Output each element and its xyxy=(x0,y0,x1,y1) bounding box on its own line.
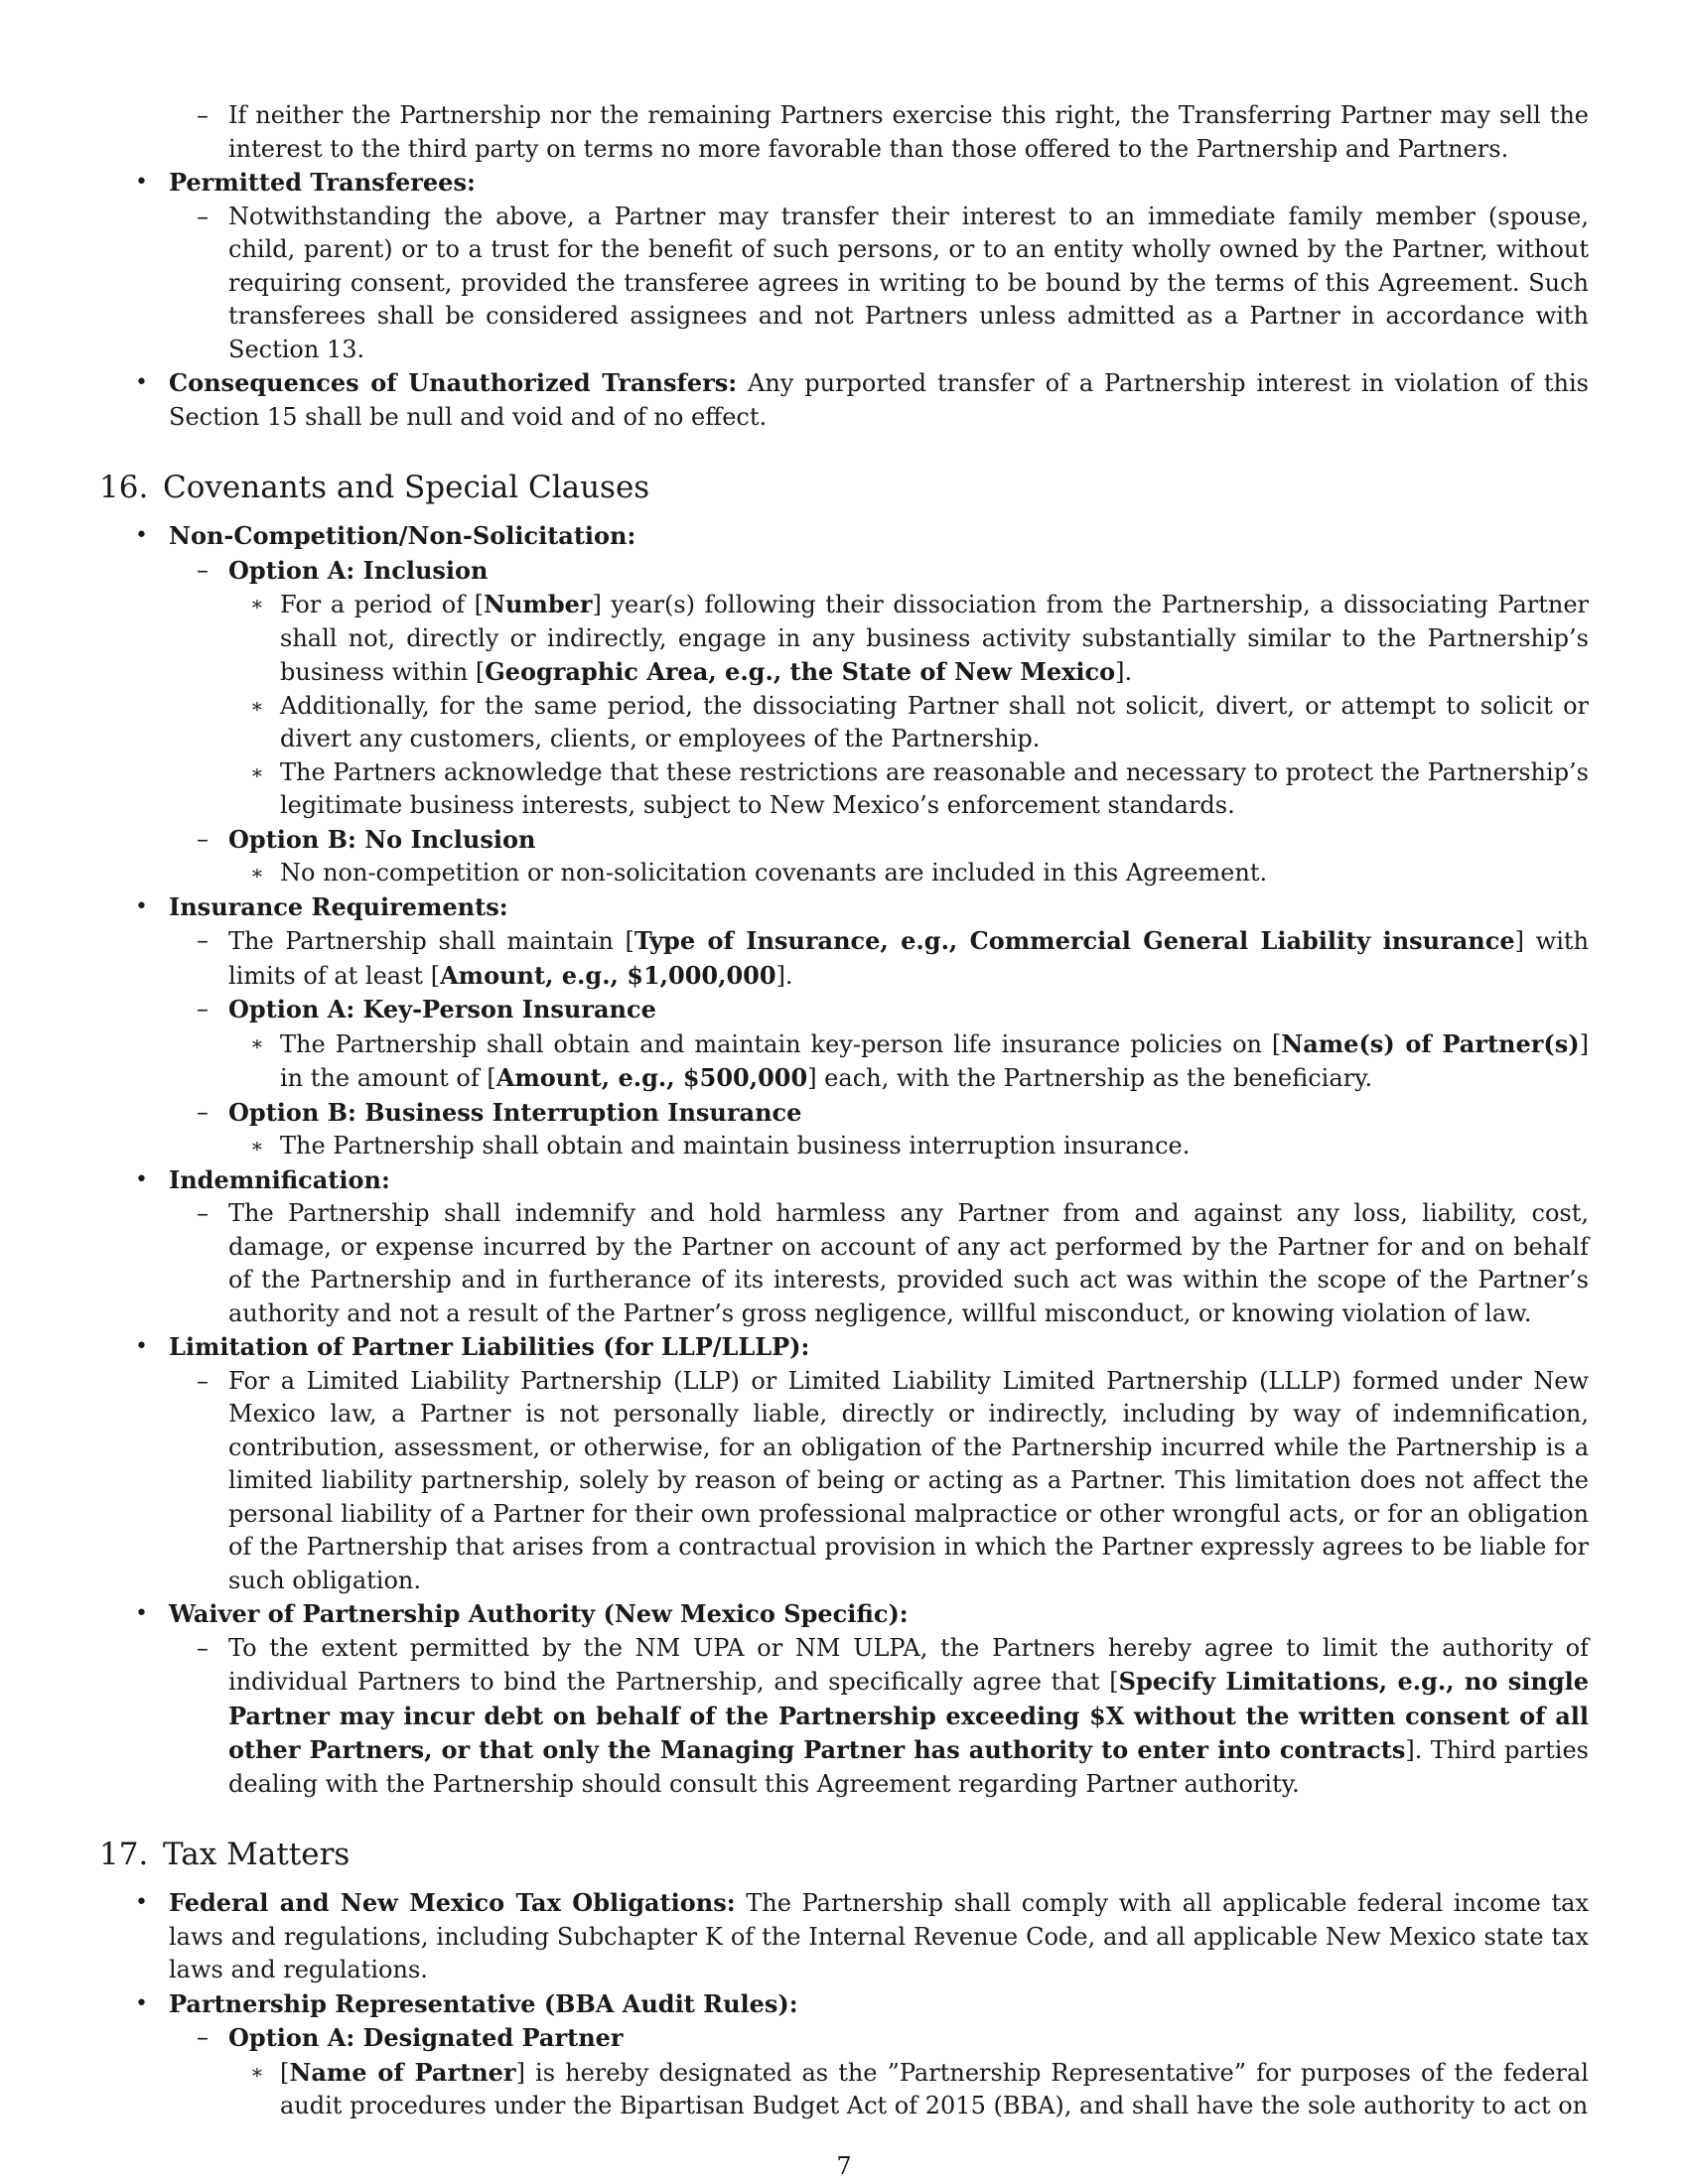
body-text: ] is hereby designated as the ”Partnership Representative” for purposes of the federal audit procedures under the Bipartisan Budget Act of 2015 (BBA), and shall have the sole authority to act on xyxy=(280,2058,1589,2119)
body-text: If neither the Partnership nor the remaining Partners exercise this right, the Transferring Partner may sell the interest to the third party on terms no more favorable than those offered to the Partnership and Partners. xyxy=(228,101,1589,163)
list-item-level-2 xyxy=(99,99,1589,166)
bold-text: Option B: No Inclusion xyxy=(228,824,536,854)
list-item-level-2 xyxy=(99,1197,1589,1330)
dash-marker: – xyxy=(197,995,209,1023)
asterisk-marker: ∗ xyxy=(250,693,264,718)
bold-text: Option A: Inclusion xyxy=(228,555,489,585)
body-text: The Partnership shall indemnify and hold harmless any Partner from and against any loss, liability, cost, damage, or expense incurred by the Partner on account of any act performed by the Partner for and on behalf of the Partnership and in furtherance of its interests, provided such act was within the scope of the Partner’s authority and not a result of the Partner’s gross negligence, willful misconduct, or knowing violation of law. xyxy=(228,1199,1589,1327)
bold-text: Geographic Area, e.g., the State of New Mexico xyxy=(485,657,1116,686)
bold-text: Insurance Requirements: xyxy=(169,891,508,921)
asterisk-marker: ∗ xyxy=(250,1134,264,1158)
body-text: The Partnership shall maintain [ xyxy=(228,927,634,955)
list-item-level-2 xyxy=(99,201,1589,367)
dash-marker: – xyxy=(197,101,209,129)
bold-text: Name(s) of Partner(s) xyxy=(1281,1028,1580,1058)
body-text: ]. xyxy=(1115,658,1133,686)
bold-text: Indemnification: xyxy=(169,1164,390,1194)
body-text: To the extent permitted by the NM UPA or NM ULPA, the Partners hereby agree to limit the authority of individual Partners to bind the Partnership, and specifically agree that [ xyxy=(228,1633,1589,1696)
list-item-level-2 xyxy=(99,993,1589,1027)
list-item-level-1 xyxy=(99,1886,1589,1987)
section-heading xyxy=(99,1835,1589,1874)
list-item-level-1 xyxy=(99,166,1589,201)
bold-text: Partnership Representative (BBA Audit Rules): xyxy=(169,1988,798,2018)
body-text: ] each, with the Partnership as the beneficiary. xyxy=(807,1064,1373,1092)
list-item-level-2 xyxy=(99,2021,1589,2056)
list-item-level-2 xyxy=(99,1096,1589,1131)
list-item-level-1 xyxy=(99,519,1589,554)
body-text: For a Limited Liability Partnership (LLP) or Limited Liability Limited Partnership (LLLP) formed under New Mexico law, a Partner is not personally liable, directly or indirectly, including by way of indemnification, contribution, assessment, or otherwise, for an obligation of the Partnership incurred while the Partnership is a limited liability partnership, solely by reason of being or acting as a Partner. This limitation does not affect the personal liability of a Partner for their own professional malpractice or other wrongful acts, or for an obligation of the Partnership that arises from a contractual provision in which the Partner expressly agrees to be liable for such obligation. xyxy=(228,1366,1589,1594)
list-item-level-2 xyxy=(99,1365,1589,1598)
bold-text: Name of Partner xyxy=(289,2057,516,2087)
bold-text: Non-Competition/Non-Solicitation: xyxy=(169,521,636,550)
bold-text: Limitation of Partner Liabilities (for LLP/LLLP): xyxy=(169,1332,810,1361)
list-item-level-3 xyxy=(99,1027,1589,1096)
body-text: Any purported transfer of a Partnership interest in violation of this Section 15 shall be null and void and of no effect. xyxy=(169,369,1589,431)
body-text: No non-competition or non-solicitation covenants are included in this Agreement. xyxy=(280,859,1268,887)
section-number: 16. xyxy=(99,470,149,505)
body-text: ]. Third parties dealing with the Partnership should consult this Agreement regarding Partner authority. xyxy=(228,1736,1589,1798)
list-item-level-3 xyxy=(99,756,1589,823)
bullet-marker: • xyxy=(135,170,148,195)
bold-text: Permitted Transferees: xyxy=(169,168,476,197)
list-item-level-1 xyxy=(99,1330,1589,1365)
list-item-level-1 xyxy=(99,1163,1589,1198)
section-heading xyxy=(99,468,1589,507)
list-item-level-3 xyxy=(99,857,1589,890)
list-item-level-1 xyxy=(99,890,1589,925)
bullet-marker: • xyxy=(135,1166,148,1192)
body-text: ] in the amount of [ xyxy=(280,1029,1590,1092)
bold-text: Type of Insurance, e.g., Commercial General Liability insurance xyxy=(633,926,1515,955)
bold-text: Amount, e.g., $1,000,000 xyxy=(440,960,776,990)
dash-marker: – xyxy=(197,926,209,954)
list-item-level-1 xyxy=(99,366,1589,434)
list-item-level-2 xyxy=(99,1632,1589,1802)
section-title: Covenants and Special Clauses xyxy=(163,470,650,505)
list-item-level-2 xyxy=(99,554,1589,589)
bold-text: Consequences of Unauthorized Transfers: xyxy=(169,368,738,397)
list-item-level-3 xyxy=(99,588,1589,690)
asterisk-marker: ∗ xyxy=(250,1030,264,1055)
dash-marker: – xyxy=(197,202,209,230)
list-item-level-1 xyxy=(99,1987,1589,2022)
bold-text: Federal and New Mexico Tax Obligations: xyxy=(169,1888,736,1917)
body-text: The Partnership shall obtain and maintain key-person life insurance policies on [ xyxy=(280,1029,1282,1058)
section-title: Tax Matters xyxy=(163,1837,351,1872)
dash-marker: – xyxy=(197,1633,209,1662)
bold-text: Option B: Business Interruption Insurance xyxy=(228,1097,802,1127)
bold-text: Waiver of Partnership Authority (New Mexico Specific): xyxy=(169,1599,909,1628)
body-text: The Partnership shall comply with all applicable federal income tax laws and regulations, including Subchapter K of the Internal Revenue Code, and all applicable New Mexico state tax laws and regulations. xyxy=(169,1889,1589,1983)
bullet-marker: • xyxy=(135,1990,148,2016)
list-item-level-1 xyxy=(99,1597,1589,1632)
body-text: The Partnership shall obtain and maintain business interruption insurance. xyxy=(280,1132,1191,1160)
body-text: [ xyxy=(280,2058,290,2087)
asterisk-marker: ∗ xyxy=(250,592,264,615)
dash-marker: – xyxy=(197,1366,209,1395)
bullet-marker: • xyxy=(135,893,148,919)
dash-marker: – xyxy=(197,2023,209,2051)
list-item-level-3 xyxy=(99,690,1589,756)
bullet-marker: • xyxy=(135,370,148,395)
asterisk-marker: ∗ xyxy=(250,759,264,784)
body-text: The Partners acknowledge that these restrictions are reasonable and necessary to protect the Partnership’s legitimate business interests, subject to New Mexico’s enforcement standards. xyxy=(280,757,1589,819)
dash-marker: – xyxy=(197,555,209,584)
body-text: ] year(s) following their dissociation from the Partnership, a dissociating Partner shall not, directly or indirectly, engage in any business activity substantially similar to the Partnership’s business within [ xyxy=(280,591,1590,686)
document-body xyxy=(99,99,1589,2123)
list-item-level-2 xyxy=(99,823,1589,858)
list-item-level-2 xyxy=(99,924,1589,993)
bullet-marker: • xyxy=(135,1334,148,1359)
asterisk-marker: ∗ xyxy=(250,2059,264,2084)
bold-text: Option A: Key-Person Insurance xyxy=(228,995,656,1024)
dash-marker: – xyxy=(197,1097,209,1126)
dash-marker: – xyxy=(197,1199,209,1227)
dash-marker: – xyxy=(197,824,209,853)
body-text: Notwithstanding the above, a Partner may transfer their interest to an immediate family member (spouse, child, parent) or to a trust for the benefit of such persons, or to an entity wholly owned by the Partner, without requiring consent, provided the transferee agrees in writing to be bound by the terms of this Agreement. Such transferees shall be considered assignees and not Partners unless admitted as a Partner in accordance with Section 13. xyxy=(228,202,1589,363)
bold-text: Amount, e.g., $500,000 xyxy=(495,1063,808,1092)
bold-text: Option A: Designated Partner xyxy=(228,2023,624,2052)
bold-text: Number xyxy=(484,590,593,618)
asterisk-marker: ∗ xyxy=(250,861,264,885)
body-text: Additionally, for the same period, the dissociating Partner shall not solicit, divert, or attempt to solicit or divert any customers, clients, or employees of the Partnership. xyxy=(280,691,1589,752)
body-text: ]. xyxy=(775,961,793,990)
body-text: For a period of [ xyxy=(280,591,485,618)
bullet-marker: • xyxy=(135,523,148,548)
page-number: 7 xyxy=(836,2152,852,2180)
bullet-marker: • xyxy=(135,1890,148,1915)
body-text: ] with limits of at least [ xyxy=(228,927,1589,990)
bullet-marker: • xyxy=(135,1601,148,1626)
bold-text: Specify Limitations, e.g., no single Partner may incur debt on behalf of the Partnership exceeding $X without the written consent of all other Partners, or that only the Managing Partner has authority to enter into contracts xyxy=(228,1667,1589,1764)
section-number: 17. xyxy=(99,1837,149,1872)
list-item-level-3 xyxy=(99,2056,1589,2123)
list-item-level-3 xyxy=(99,1130,1589,1163)
